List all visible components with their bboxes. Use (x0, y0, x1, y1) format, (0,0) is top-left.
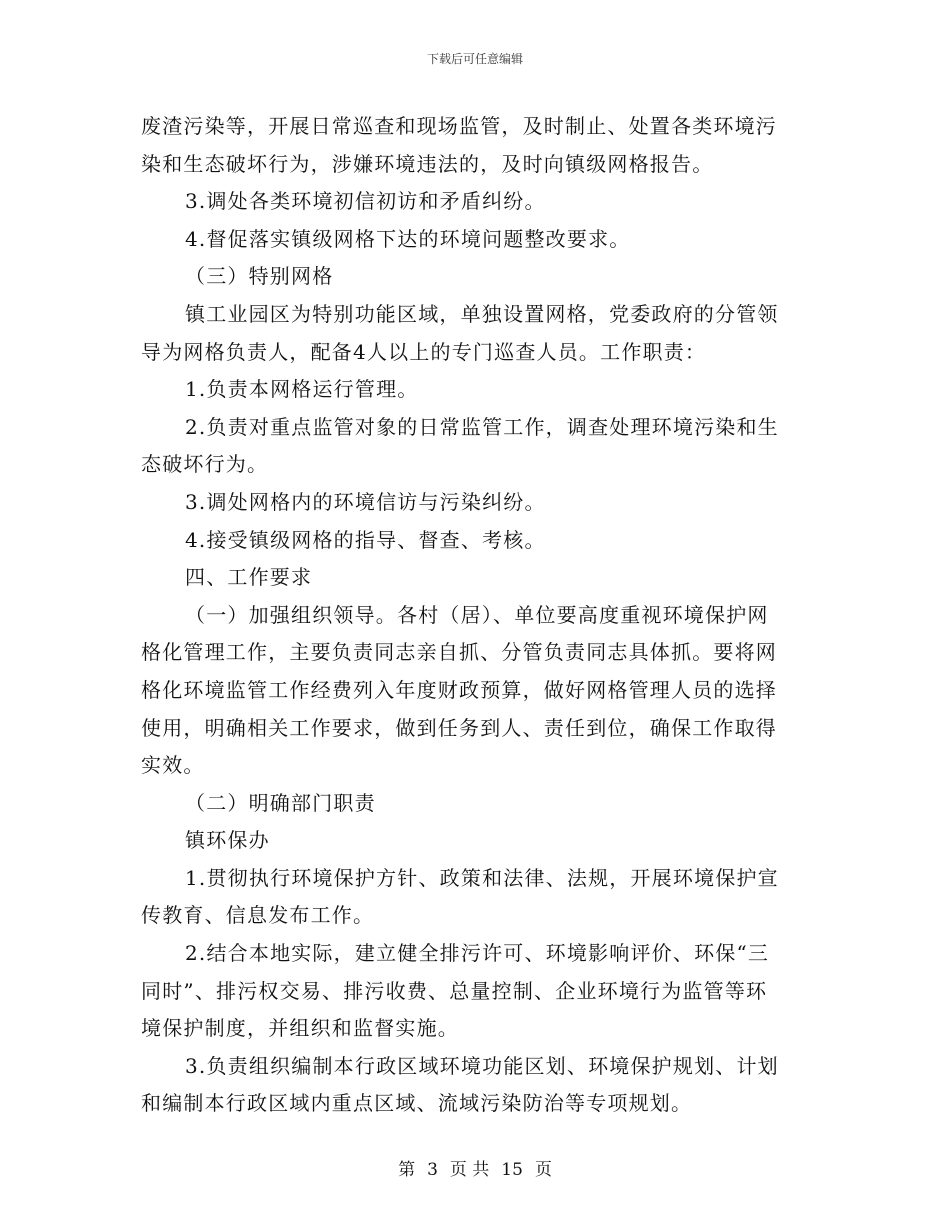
text-line: 使用，明确相关工作要求，做到任务到人、责任到位，确保工作取得 (141, 715, 777, 740)
text-line: 染和生态破坏行为，涉嫌环境违法的，及时向镇级网格报告。 (141, 151, 714, 176)
text-line: 1.负责本网格运行管理。 (185, 377, 419, 402)
text-line: 2.负责对重点监管对象的日常监管工作，调查处理环境污染和生 (185, 414, 779, 439)
text-line: 3.负责组织编制本行政区域环境功能区划、环境保护规划、计划 (185, 1053, 779, 1078)
text-line: 1.贯彻执行环境保护方针、政策和法律、法规，开展环境保护宣 (185, 865, 779, 890)
text-line: 镇环保办 (185, 828, 270, 853)
section-heading: （二）明确部门职责 (185, 790, 376, 815)
text-line: 4.接受镇级网格的指导、督查、考核。 (185, 527, 546, 552)
text-line: 同时”、排污权交易、排污收费、总量控制、企业环境行为监管等环 (141, 978, 768, 1003)
footer-suffix: 页 (534, 1160, 552, 1180)
text-line: 废渣污染等，开展日常巡查和现场监管，及时制止、处置各类环境污 (141, 114, 777, 138)
text-line: 实效。 (141, 753, 205, 778)
page-footer (0, 1155, 950, 1180)
text-line: 4.督促落实镇级网格下达的环境问题整改要求。 (185, 226, 631, 251)
text-line: 3.调处各类环境初信初访和矛盾纠纷。 (185, 189, 546, 214)
text-line: 3.调处网格内的环境信访与污染纠纷。 (185, 489, 546, 514)
document-body (141, 108, 811, 1123)
page-header: 下载后可任意编辑 (426, 52, 523, 66)
text-line: 传教育、信息发布工作。 (141, 903, 375, 928)
footer-total-pages: 15 (501, 1160, 523, 1180)
text-line: 格化管理工作，主要负责同志亲自抓、分管负责同志具体抓。要将网 (141, 640, 777, 665)
footer-middle: 页 共 (449, 1160, 490, 1180)
text-line: 2.结合本地实际，建立健全排污许可、环境影响评价、环保“三 (185, 941, 770, 966)
text-line: 和编制本行政区域内重点区域、流域污染防治等专项规划。 (141, 1091, 693, 1116)
text-line: 境保护制度，并组织和监督实施。 (141, 1016, 459, 1041)
text-line: 态破坏行为。 (141, 452, 269, 477)
text-line: 导为网格负责人，配备4人以上的专门巡查人员。工作职责： (141, 339, 707, 364)
text-line: （一）加强组织领导。各村（居）、单位要高度重视环境保护网 (185, 602, 769, 627)
section-heading: 四、工作要求 (185, 565, 313, 590)
footer-page-number: 3 (427, 1160, 438, 1180)
section-heading: （三）特别网格 (185, 264, 334, 289)
text-line: 镇工业园区为特别功能区域，单独设置网格，党委政府的分管领 (185, 301, 779, 326)
footer-prefix: 第 (398, 1160, 416, 1180)
text-line: 格化环境监管工作经费列入年度财政预算，做好网格管理人员的选择 (141, 677, 777, 702)
